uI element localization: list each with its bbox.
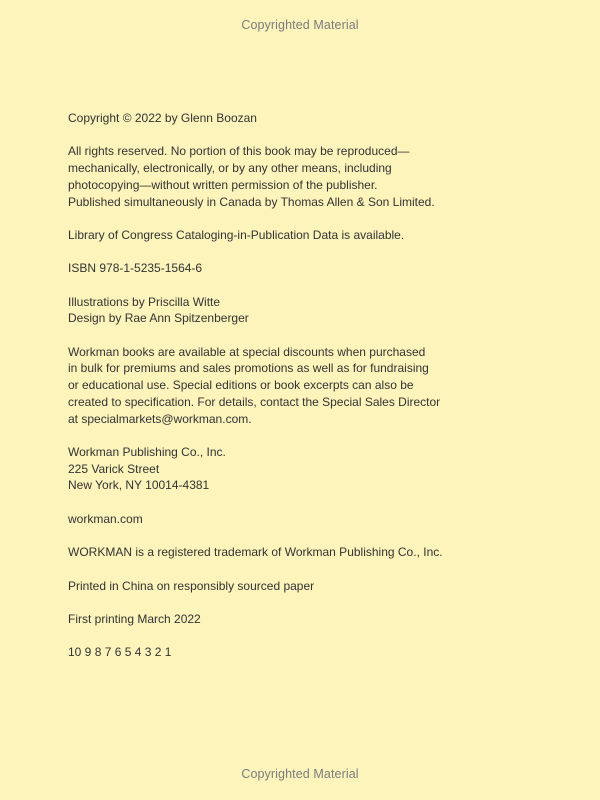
special-sales-line: created to specification. For details, contact the Special Sales Director xyxy=(68,394,441,409)
cip-line: Library of Congress Cataloging-in-Publication Data is available. xyxy=(68,227,405,242)
publisher-address xyxy=(68,444,468,494)
isbn-line: ISBN 978-1-5235-1564-6 xyxy=(68,261,203,276)
printed-paragraph xyxy=(68,578,468,595)
website-line: workman.com xyxy=(68,511,143,526)
special-sales-line: in bulk for premiums and sales promotions as well as for fundraising xyxy=(68,361,429,376)
copyright-line: Copyright © 2022 by Glenn Boozan xyxy=(68,111,257,125)
copyright-line-block xyxy=(68,110,468,127)
printing-number-line: 10 9 8 7 6 5 4 3 2 1 xyxy=(68,645,172,660)
rights-paragraph xyxy=(68,143,468,210)
cip-paragraph xyxy=(68,227,468,244)
first-printing-paragraph xyxy=(68,611,468,628)
rights-line: Published simultaneously in Canada by Thomas Allen & Son Limited. xyxy=(68,194,435,209)
first-printing-line: First printing March 2022 xyxy=(68,611,201,626)
watermark-top: Copyrighted Material xyxy=(241,18,359,32)
special-sales-line: or educational use. Special editions or book excerpts can also be xyxy=(68,378,414,393)
special-sales-line: at specialmarkets@workman.com. xyxy=(68,411,252,426)
copyright-page xyxy=(68,110,468,678)
website-paragraph xyxy=(68,511,468,528)
credits-paragraph xyxy=(68,294,468,327)
rights-line: mechanically, electronically, or by any other means, including xyxy=(68,161,392,176)
publisher-street: 225 Varick Street xyxy=(68,461,160,476)
watermark-bottom: Copyrighted Material xyxy=(241,767,359,781)
design-credit: Design by Rae Ann Spitzenberger xyxy=(68,311,249,326)
rights-line: All rights reserved. No portion of this book may be reproduced— xyxy=(68,144,410,159)
rights-line: photocopying—without written permission of the publisher. xyxy=(68,177,378,192)
special-sales-paragraph xyxy=(68,344,468,428)
publisher-name: Workman Publishing Co., Inc. xyxy=(68,444,226,459)
trademark-line: WORKMAN is a registered trademark of Workman Publishing Co., Inc. xyxy=(68,545,443,560)
printing-line-paragraph xyxy=(68,644,468,661)
trademark-paragraph xyxy=(68,544,468,561)
printed-line: Printed in China on responsibly sourced paper xyxy=(68,578,315,593)
special-sales-line: Workman books are available at special discounts when purchased xyxy=(68,344,426,359)
publisher-city: New York, NY 10014-4381 xyxy=(68,478,210,493)
illustrations-credit: Illustrations by Priscilla Witte xyxy=(68,294,221,309)
isbn-paragraph xyxy=(68,260,468,277)
